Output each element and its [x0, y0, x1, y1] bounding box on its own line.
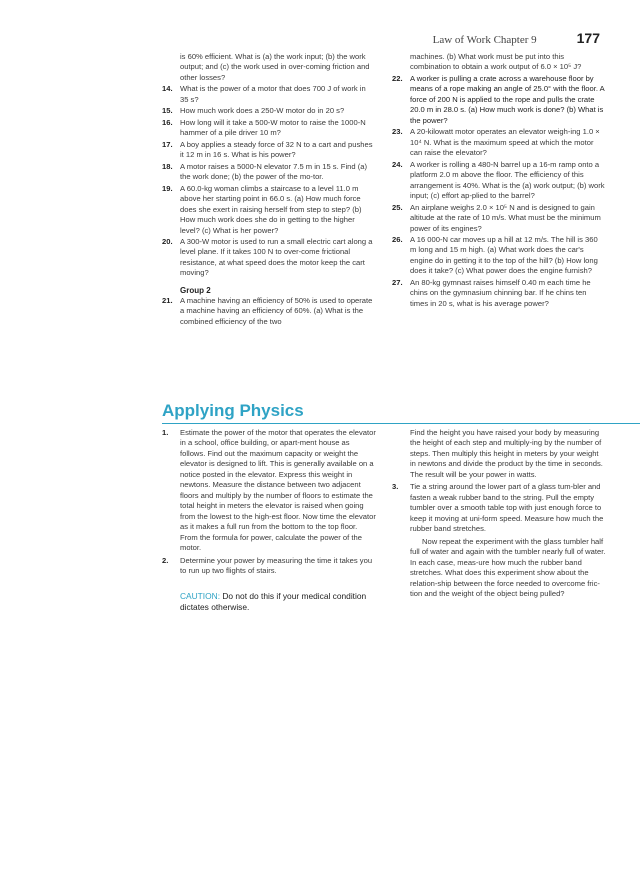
- chapter-title: Law of Work Chapter 9: [432, 34, 537, 46]
- applying-physics-section: [162, 428, 606, 718]
- problem-item: [392, 235, 606, 277]
- problem-text: An 80-kg gymnast raises himself 0.40 m each time he chins on the gymnasium chinning bar. If he chins ten times in 20 s, what is his average power?: [410, 277, 591, 308]
- problem-text: How much work does a 250-W motor do in 20 s?: [180, 106, 345, 116]
- problem-item: [392, 127, 606, 158]
- problem-number: 23.: [392, 127, 403, 137]
- section-divider: [162, 423, 640, 424]
- problem-text: How long will it take a 500-W motor to raise the 1000-N hammer of a pile driver 10 m?: [180, 117, 366, 138]
- problem-text: A worker is rolling a 480-N barrel up a 16-m ramp onto a platform 2.0 m above the floor. The efficiency of this arrangement is 40%. What is the (a) work output; (b) work input; (c) effort ap-plied to the barrel?: [410, 159, 605, 201]
- activity-text: Now repeat the experiment with the glass tumbler half full of water and again with the tumbler nearly full of water. In each case, meas-ure how much the rubber band stretches. What does this experiment show about the relation-ship between the force needed to overcome fric-tion and the weight of the object being pulled?: [410, 536, 606, 599]
- problem-number: 14.: [162, 84, 173, 94]
- problem-text: A worker is pulling a crate across a warehouse floor by means of a rope making an angle of 25.0° with the floor. A force of 200 N is applied to the rope and pulls the crate 20.0 m in 28.0 s. (a) How much work is done? (b) What is the power?: [410, 73, 605, 125]
- problem-item: [392, 278, 606, 309]
- problem-item: [162, 140, 376, 161]
- problem-text: A motor raises a 5000-N elevator 7.5 m in 15 s. Find (a) the work done; (b) the power of the mo-tor.: [180, 161, 367, 182]
- problem-text: What is the power of a motor that does 700 J of work in 35 s?: [180, 84, 366, 104]
- activity-continuation: [392, 428, 606, 480]
- problem-item: [392, 52, 606, 73]
- problem-item: [392, 203, 606, 234]
- activity-text: Estimate the power of the motor that operates the elevator in a school, office building, or apart-ment house as follows. Find out the maximum capacity or weight the elevator is designed to lift. This is generally available on a notice posted in the elevator. Express this weight in newtons. Measure the distance between two adjacent floors and multiply by the number of floors to estimate the total height in meters the elevator is raised when going from the lowest to the high-est floor. Now time the elevator as it makes a full run from the bottom to the top floor. From the formula for power, calculate the power of the motor.: [180, 428, 376, 553]
- problem-set: [162, 52, 606, 422]
- problem-number: 22.: [392, 73, 403, 83]
- activity-item: [162, 428, 376, 554]
- activity-number: 2.: [162, 555, 169, 565]
- activity-paragraph: [392, 537, 606, 600]
- applying-physics-heading: Applying Physics: [162, 401, 304, 420]
- problem-item: [162, 118, 376, 139]
- activity-text: Determine your power by measuring the time it takes you to run up two flights of stairs.: [180, 555, 373, 576]
- problem-text: A machine having an efficiency of 50% is used to operate a machine having an efficiency of 60%. (a) What is the combined efficiency of the two: [180, 295, 373, 326]
- problem-text: An airplane weighs 2.0 × 10⁵ N and is designed to gain altitude at the rate of 10 m/s. What must be the minimum power of its engines?: [410, 202, 601, 233]
- activity-item: [392, 482, 606, 534]
- problem-text: A 16 000-N car moves up a hill at 12 m/s. The hill is 360 m long and 15 m high. (a) What work does the car's engine do in getting it to the top of the hill? (b) How long does it take? (c) What power does the engine furnish?: [410, 234, 598, 276]
- page-number: 177: [576, 30, 600, 46]
- problem-item: [162, 52, 376, 83]
- caution-text: Do not do this if your medical condition dictates otherwise.: [180, 590, 367, 612]
- problem-text: A 300-W motor is used to run a small electric cart along a level plane. If it takes 100 N to over-come frictional resistance, at what speed does the motor keep the cart moving?: [180, 236, 373, 278]
- problem-item: [162, 162, 376, 183]
- activity-number: 3.: [392, 482, 399, 492]
- activity-number: 1.: [162, 428, 169, 437]
- problem-number: 24.: [392, 159, 403, 169]
- problem-number: 15.: [162, 106, 173, 116]
- activity-item: [162, 556, 376, 577]
- problem-number: 21.: [162, 295, 173, 305]
- problem-text: machines. (b) What work must be put into this combination to obtain a work output of 6.0 × 10⁵ J?: [410, 52, 582, 72]
- problem-number: 26.: [392, 234, 403, 244]
- problem-number: 27.: [392, 277, 403, 287]
- problem-number: 19.: [162, 183, 173, 193]
- problem-item: [162, 84, 376, 105]
- problem-item: [392, 160, 606, 202]
- activity-text: Find the height you have raised your body by measuring the height of each step and multiply-ing by the number of steps. Then multiply this height in meters by your weight in newtons and divide the product by the time in seconds. The result will be your power in watts.: [410, 428, 603, 479]
- problems-right-column: [392, 52, 606, 422]
- caution-label: CAUTION:: [180, 590, 221, 601]
- applying-left-column: [162, 428, 376, 718]
- problem-text: A boy applies a steady force of 32 N to a cart and pushes it 12 m in 16 s. What is his power?: [180, 139, 373, 160]
- activity-text: Tie a string around the lower part of a glass tum-bler and fasten a weak rubber band to the string. Pull the empty tumbler over a smooth table top with just enough force to keep it moving at uni-form speed. Measure how much the rubber band stretches.: [410, 482, 604, 534]
- problem-item: [162, 296, 376, 327]
- problem-text: A 60.0-kg woman climbs a staircase to a level 11.0 m above her starting point in 66.0 s. (a) How much force does she exert in raising herself from step to step? (b) How much work does she do in getting to the higher level? (c) What is her power?: [180, 183, 362, 235]
- group-heading: Group 2: [180, 285, 211, 295]
- problem-number: 17.: [162, 139, 173, 149]
- problem-number: 16.: [162, 117, 173, 127]
- problems-left-column: [162, 52, 376, 422]
- running-head: [40, 30, 600, 46]
- caution-note: [162, 591, 376, 614]
- problem-text: is 60% efficient. What is (a) the work input; (b) the work output; and (c) the work used in over-coming friction and other losses?: [180, 52, 370, 82]
- problem-item: [162, 106, 376, 116]
- problem-number: 18.: [162, 161, 173, 171]
- problem-item: [162, 184, 376, 236]
- problem-item: [162, 237, 376, 279]
- applying-right-column: [392, 428, 606, 718]
- problem-number: 25.: [392, 202, 403, 212]
- problem-text: A 20-kilowatt motor operates an elevator weigh-ing 1.0 × 10⁴ N. What is the maximum speed at which the motor can raise the elevator?: [410, 127, 600, 158]
- problem-number: 20.: [162, 236, 173, 246]
- problem-item: [392, 74, 606, 126]
